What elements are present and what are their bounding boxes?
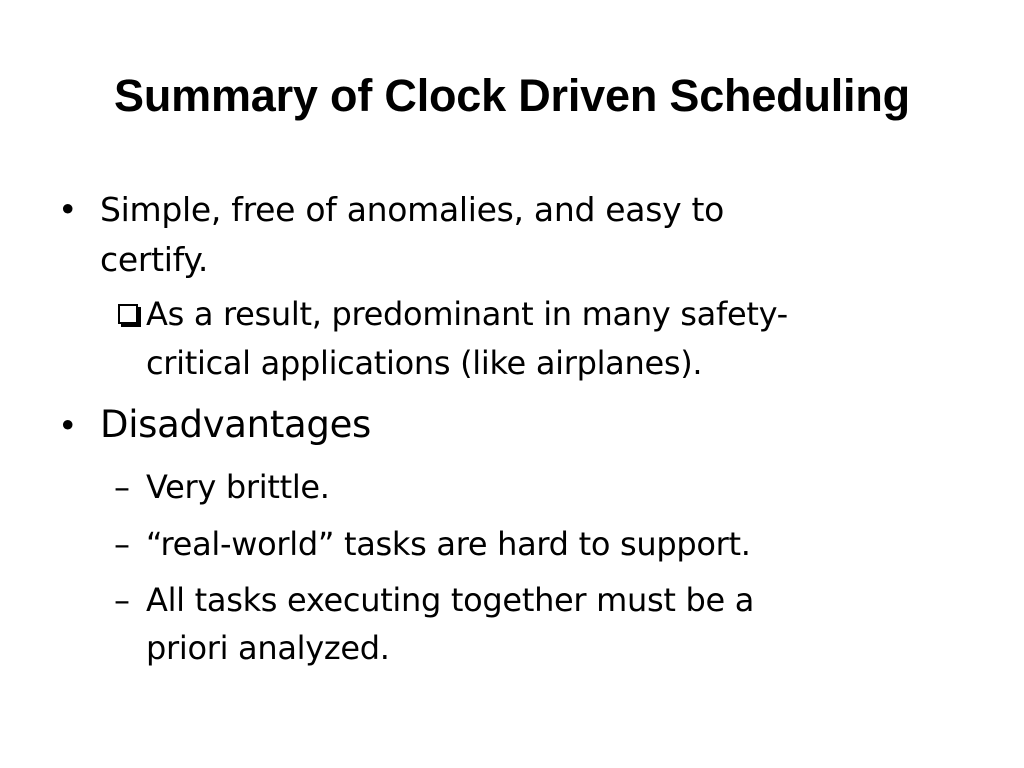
bullet-marker: • xyxy=(58,406,78,445)
dash-marker: – xyxy=(114,581,130,619)
dash-item-1: Very brittle. xyxy=(146,468,330,506)
dash-marker: – xyxy=(114,468,130,506)
checkbox-icon xyxy=(118,304,138,324)
dash-item-2: “real-world” tasks are hard to support. xyxy=(146,525,751,563)
bullet-1-line-1: Simple, free of anomalies, and easy to xyxy=(100,190,725,229)
bullet-1-line-2: certify. xyxy=(100,240,209,279)
dash-item-3-line-2: priori analyzed. xyxy=(146,629,390,667)
sub-bullet-1-line-2: critical applications (like airplanes). xyxy=(146,344,703,382)
dash-marker: – xyxy=(114,525,130,563)
slide-title: Summary of Clock Driven Scheduling xyxy=(114,70,910,121)
dash-item-3-line-1: All tasks executing together must be a xyxy=(146,581,755,619)
bullet-marker: • xyxy=(58,190,78,229)
sub-bullet-1-line-1: As a result, predominant in many safety- xyxy=(146,295,788,333)
bullet-2-line-1: Disadvantages xyxy=(100,403,372,446)
